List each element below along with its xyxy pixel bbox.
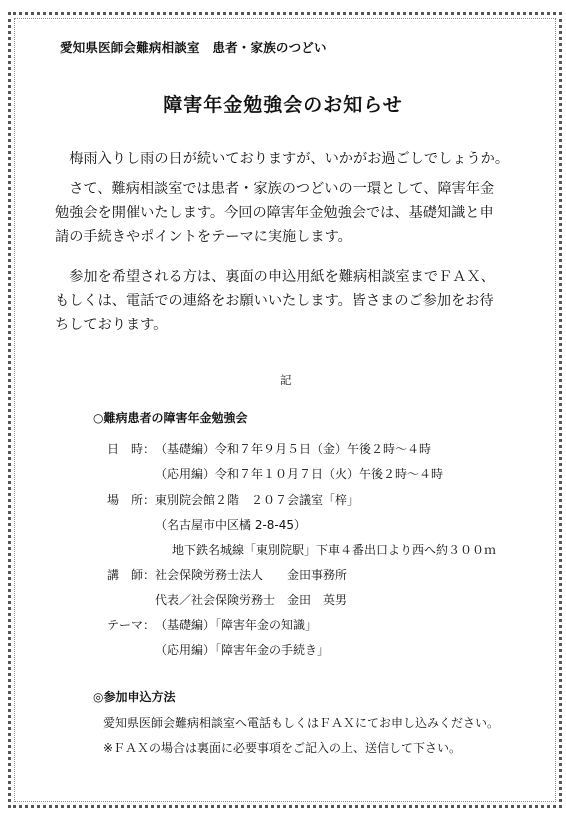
application-title: ◎参加申込方法: [93, 690, 176, 704]
application-line-2: ※ＦＡＸの場合は裏面に必要事項をご記入の上、送信して下さい。: [103, 741, 462, 755]
event-section-title: ○難病患者の障害年金勉強会: [93, 411, 248, 425]
application-line-1: 愛知県医師会難病相談室へ電話もしくはＦＡＸにてお申し込みください。: [103, 716, 500, 730]
paragraph-line: さて、難病相談室では患者・家族のつどいの一環として、障害年金: [55, 181, 495, 197]
place-access: 地下鉄名城線「東別院駅」下車４番出口より西へ約３００ｍ: [172, 543, 497, 557]
page-title: 障害年金勉強会のお知らせ: [163, 94, 403, 116]
place-address: （名古屋市中区橘 2-8-45）: [155, 518, 307, 532]
request-paragraph: [55, 265, 525, 337]
paragraph-line: 勉強会を開催いたします。今回の障害年金勉強会では、基礎知識と申: [55, 205, 494, 221]
date-row: [93, 440, 431, 457]
paragraph-line: 参加を希望される方は、裏面の申込用紙を難病相談室までＦＡＸ、: [55, 269, 495, 285]
ki-mark: 記: [280, 373, 292, 387]
announcement-paragraph: [55, 177, 525, 249]
theme-label: テーマ：: [106, 618, 155, 632]
paragraph-line: ちしております。: [55, 317, 168, 333]
lecturer-rep: 代表／社会保険労務士 金田 英男: [155, 593, 348, 607]
theme-row: [93, 616, 317, 633]
lecturer-org: 社会保険労務士法人 金田事務所: [155, 568, 348, 582]
date-applied: （応用編）令和７年１０月７日（火）午後２時～４時: [155, 467, 444, 481]
place-name: 東別院会館２階 ２０７会議室「梓」: [155, 493, 360, 507]
lecturer-row: [93, 566, 347, 583]
paragraph-line: 梅雨入りし雨の日が続いておりますが、いかがお過ごしでしょうか。: [55, 151, 510, 167]
organization-header: 愛知県医師会難病相談室 患者・家族のつどい: [60, 40, 327, 55]
paragraph-line: もしくは、電話での連絡をお願いいたします。皆さまのご参加をお待: [55, 293, 494, 309]
lecturer-label: 講 師：: [106, 568, 155, 582]
place-label: 場 所：: [106, 493, 155, 507]
place-row: [93, 491, 359, 508]
dotted-page-border: [8, 12, 562, 808]
date-basic: （基礎編）令和７年９月５日（金）午後２時～４時: [155, 442, 432, 456]
date-label: 日 時：: [106, 442, 155, 456]
theme-applied: （応用編）「障害年金の手続き」: [155, 643, 330, 657]
paragraph-line: 請の手続きやポイントをテーマに実施します。: [55, 229, 352, 245]
theme-basic: （基礎編）「障害年金の知識」: [155, 618, 318, 632]
greeting-paragraph: [55, 147, 525, 171]
